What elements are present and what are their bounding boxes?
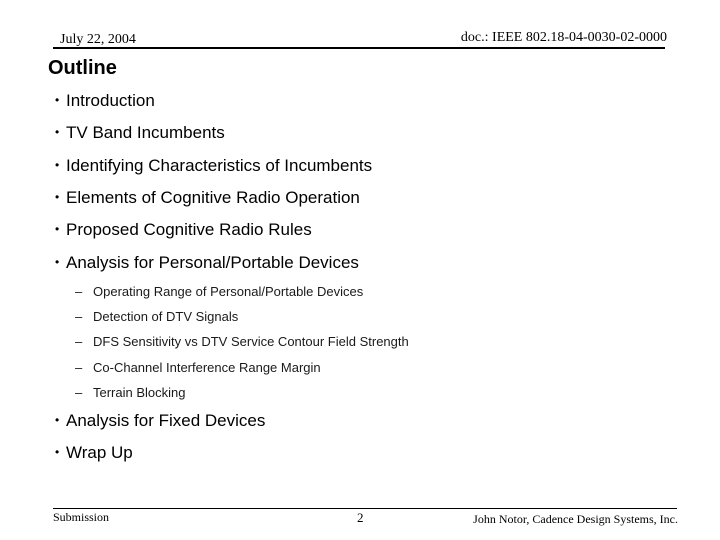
outline-item-identifying-characteristics	[55, 156, 372, 176]
header-date: July 22, 2004	[60, 32, 136, 47]
bullet-icon: •	[55, 125, 60, 139]
outline-item-label: Wrap Up	[66, 443, 133, 462]
sub-item-dfs-sensitivity	[75, 334, 409, 349]
sub-item-label: Operating Range of Personal/Portable Devices	[93, 284, 364, 299]
bullet-icon: •	[55, 413, 60, 427]
bullet-icon: •	[55, 445, 60, 459]
outline-item-label: Analysis for Fixed Devices	[66, 411, 266, 430]
outline-item-tv-band-incumbents	[55, 123, 225, 143]
dash-icon: –	[75, 360, 83, 375]
sub-item-label: Detection of DTV Signals	[93, 309, 239, 324]
sub-item-co-channel	[75, 360, 321, 375]
sub-item-terrain-blocking	[75, 385, 186, 400]
outline-item-label: Elements of Cognitive Radio Operation	[66, 188, 360, 207]
footer-submission: Submission	[53, 510, 110, 524]
bullet-icon: •	[55, 255, 60, 269]
dash-icon: –	[75, 309, 83, 324]
bullet-icon: •	[55, 93, 60, 107]
outline-item-label: Introduction	[66, 91, 155, 110]
dash-icon: –	[75, 385, 83, 400]
sub-item-detection-dtv	[75, 309, 238, 324]
bullet-icon: •	[55, 190, 60, 204]
sub-item-label: DFS Sensitivity vs DTV Service Contour Field Strength	[93, 334, 409, 349]
outline-item-label: TV Band Incumbents	[66, 123, 225, 142]
outline-item-wrap-up	[55, 443, 133, 463]
outline-item-label: Proposed Cognitive Radio Rules	[66, 220, 312, 239]
outline-item-analysis-fixed	[55, 411, 265, 431]
outline-item-elements-of-cognitive-radio	[55, 188, 360, 208]
outline-item-proposed-rules	[55, 220, 312, 240]
sub-item-label: Terrain Blocking	[93, 385, 186, 400]
dash-icon: –	[75, 284, 83, 299]
footer-divider	[53, 508, 677, 509]
footer-author: John Notor, Cadence Design Systems, Inc.	[473, 512, 678, 526]
outline-item-introduction	[55, 91, 155, 111]
outline-item-label: Identifying Characteristics of Incumbents	[66, 156, 373, 175]
slide-title: Outline	[48, 57, 117, 79]
header-doc-id: doc.: IEEE 802.18-04-0030-02-0000	[460, 30, 667, 45]
dash-icon: –	[75, 334, 83, 349]
bullet-icon: •	[55, 158, 60, 172]
bullet-icon: •	[55, 222, 60, 236]
outline-item-label: Analysis for Personal/Portable Devices	[66, 253, 359, 272]
footer-page-number: 2	[357, 510, 364, 525]
sub-item-operating-range	[75, 284, 363, 299]
outline-item-analysis-personal-portable	[55, 253, 359, 273]
sub-item-label: Co-Channel Interference Range Margin	[93, 360, 321, 375]
